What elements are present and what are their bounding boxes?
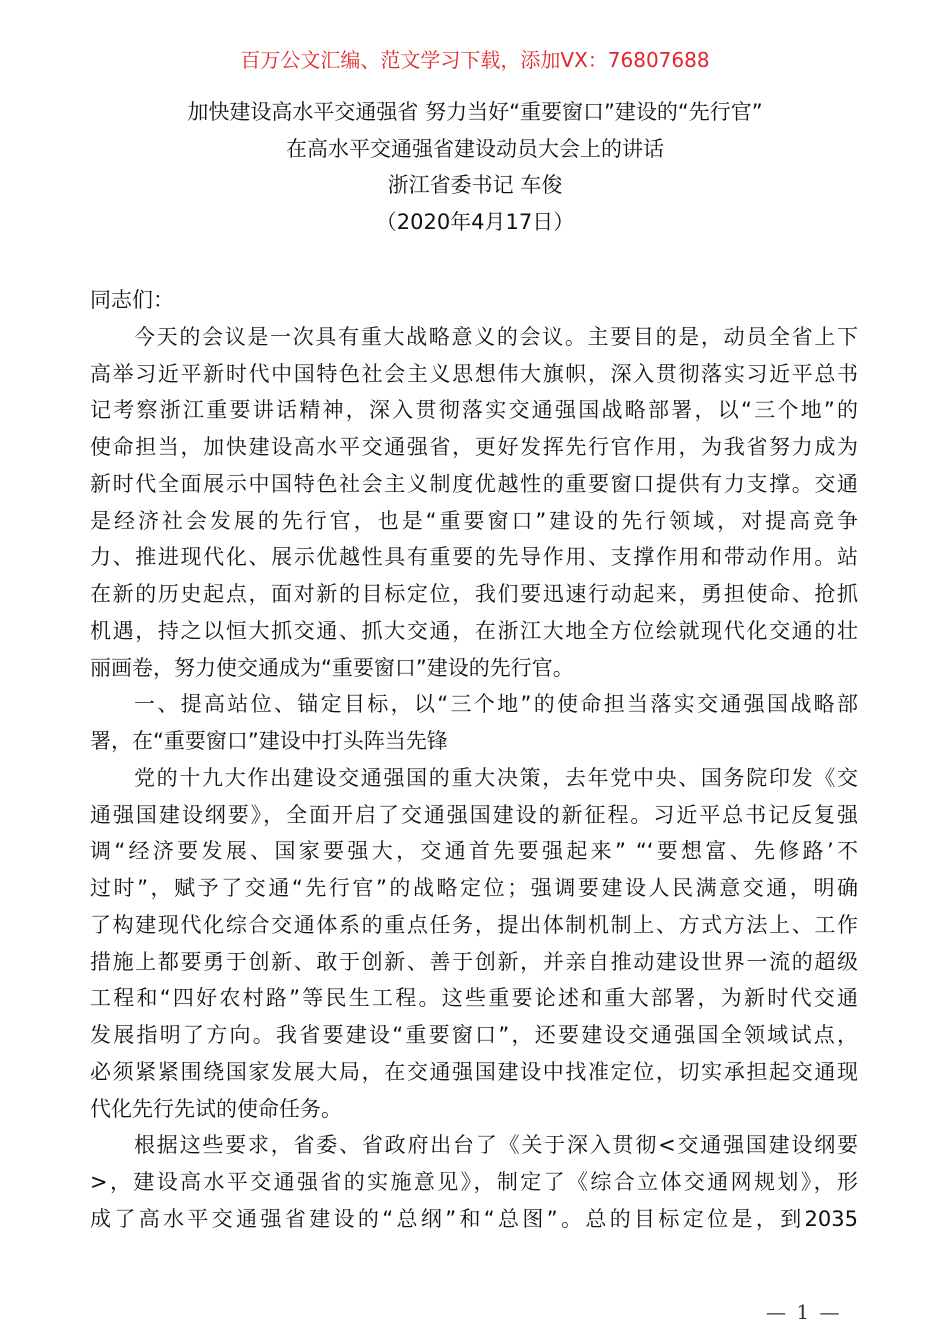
document-subtitle: 在高水平交通强省建设动员大会上的讲话 [286,137,664,161]
text-line: 工程和“四好农村路”等民生工程。这些重要论述和重大部署，为新时代交通 [90,986,858,1011]
page-number: — 1 — [766,1300,842,1324]
document-date: （2020年4月17日） [375,210,575,234]
text-line: 必须紧紧围绕国家发展大局，在交通强国建设中找准定位，切实承担起交通现 [90,1059,858,1084]
paragraph [90,1127,858,1237]
document-title: 加快建设高水平交通强省 努力当好“重要窗口”建设的“先行官” [187,100,763,124]
paragraph [90,760,858,1128]
text-line: 过时”，赋予了交通“先行官”的战略定位；强调要建设人民满意交通，明确 [90,876,858,900]
text-line: 署，在“重要窗口”建设中打头阵当先锋 [90,729,448,753]
text-line: 通强国建设纲要》，全面开启了交通强国建设的新征程。习近平总书记反复强 [90,802,858,827]
text-line: >，建设高水平交通强省的实施意见》，制定了《综合立体交通网规划》，形 [90,1170,858,1194]
text-line: 发展指明了方向。我省要建设“重要窗口”，还要建设交通强国全领域试点， [90,1023,858,1047]
text-line: 调“经济要发展、国家要强大，交通首先要强起来” “‘要想富、先修路’不 [90,839,858,864]
paragraph [90,319,858,687]
text-line: 使命担当，加快建设高水平交通强省，更好发挥先行官作用，为我省努力成为 [90,435,858,459]
text-line: 措施上都要勇于创新、敢于创新、善于创新，并亲自推动建设世界一流的超级 [90,949,858,974]
text-line: 成了高水平交通强省建设的“总纲”和“总图”。总的目标定位是，到2035 [90,1206,858,1231]
watermark-banner: 百万公文汇编、范文学习下载，添加VX：76807688 [240,48,710,72]
text-line: 高举习近平新时代中国特色社会主义思想伟大旗帜，深入贯彻落实习近平总书 [90,361,858,386]
text-line: 新时代全面展示中国特色社会主义制度优越性的重要窗口提供有力支撑。交通 [90,471,858,496]
document-author: 浙江省委书记 车俊 [387,173,563,197]
text-line: 今天的会议是一次具有重大战略意义的会议。主要目的是，动员全省上下 [134,324,858,349]
text-line: 在新的历史起点，面对新的目标定位，我们要迅速行动起来，勇担使命、抢抓 [90,582,858,606]
text-line: 机遇，持之以恒大抓交通、抓大交通，在浙江大地全方位绘就现代化交通的壮 [90,618,858,643]
text-line: 党的十九大作出建设交通强国的重大决策，去年党中央、国务院印发《交 [134,765,858,790]
salutation [90,282,858,319]
text-line: 力、推进现代化、展示优越性具有重要的先导作用、支撑作用和带动作用。站 [90,545,858,570]
text-line: 是经济社会发展的先行官，也是“重要窗口”建设的先行领域，对提高竞争 [90,508,858,533]
text-line: 记考察浙江重要讲话精神，深入贯彻落实交通强国战略部署，以“三个地”的 [90,398,858,423]
text-line: 丽画卷，努力使交通成为“重要窗口”建设的先行官。 [90,655,574,680]
document-body [90,282,858,1238]
text-line: 一、提高站位、锚定目标，以“三个地”的使命担当落实交通强国战略部 [134,692,858,717]
text-line: 了构建现代化综合交通体系的重点任务，提出体制机制上、方式方法上、工作 [90,912,858,937]
text-line: 代化先行先试的使命任务。 [90,1096,342,1121]
text-line: 根据这些要求，省委、省政府出台了《关于深入贯彻<交通强国建设纲要 [134,1133,858,1158]
section-heading [90,686,858,760]
text-line: 同志们： [90,288,174,312]
